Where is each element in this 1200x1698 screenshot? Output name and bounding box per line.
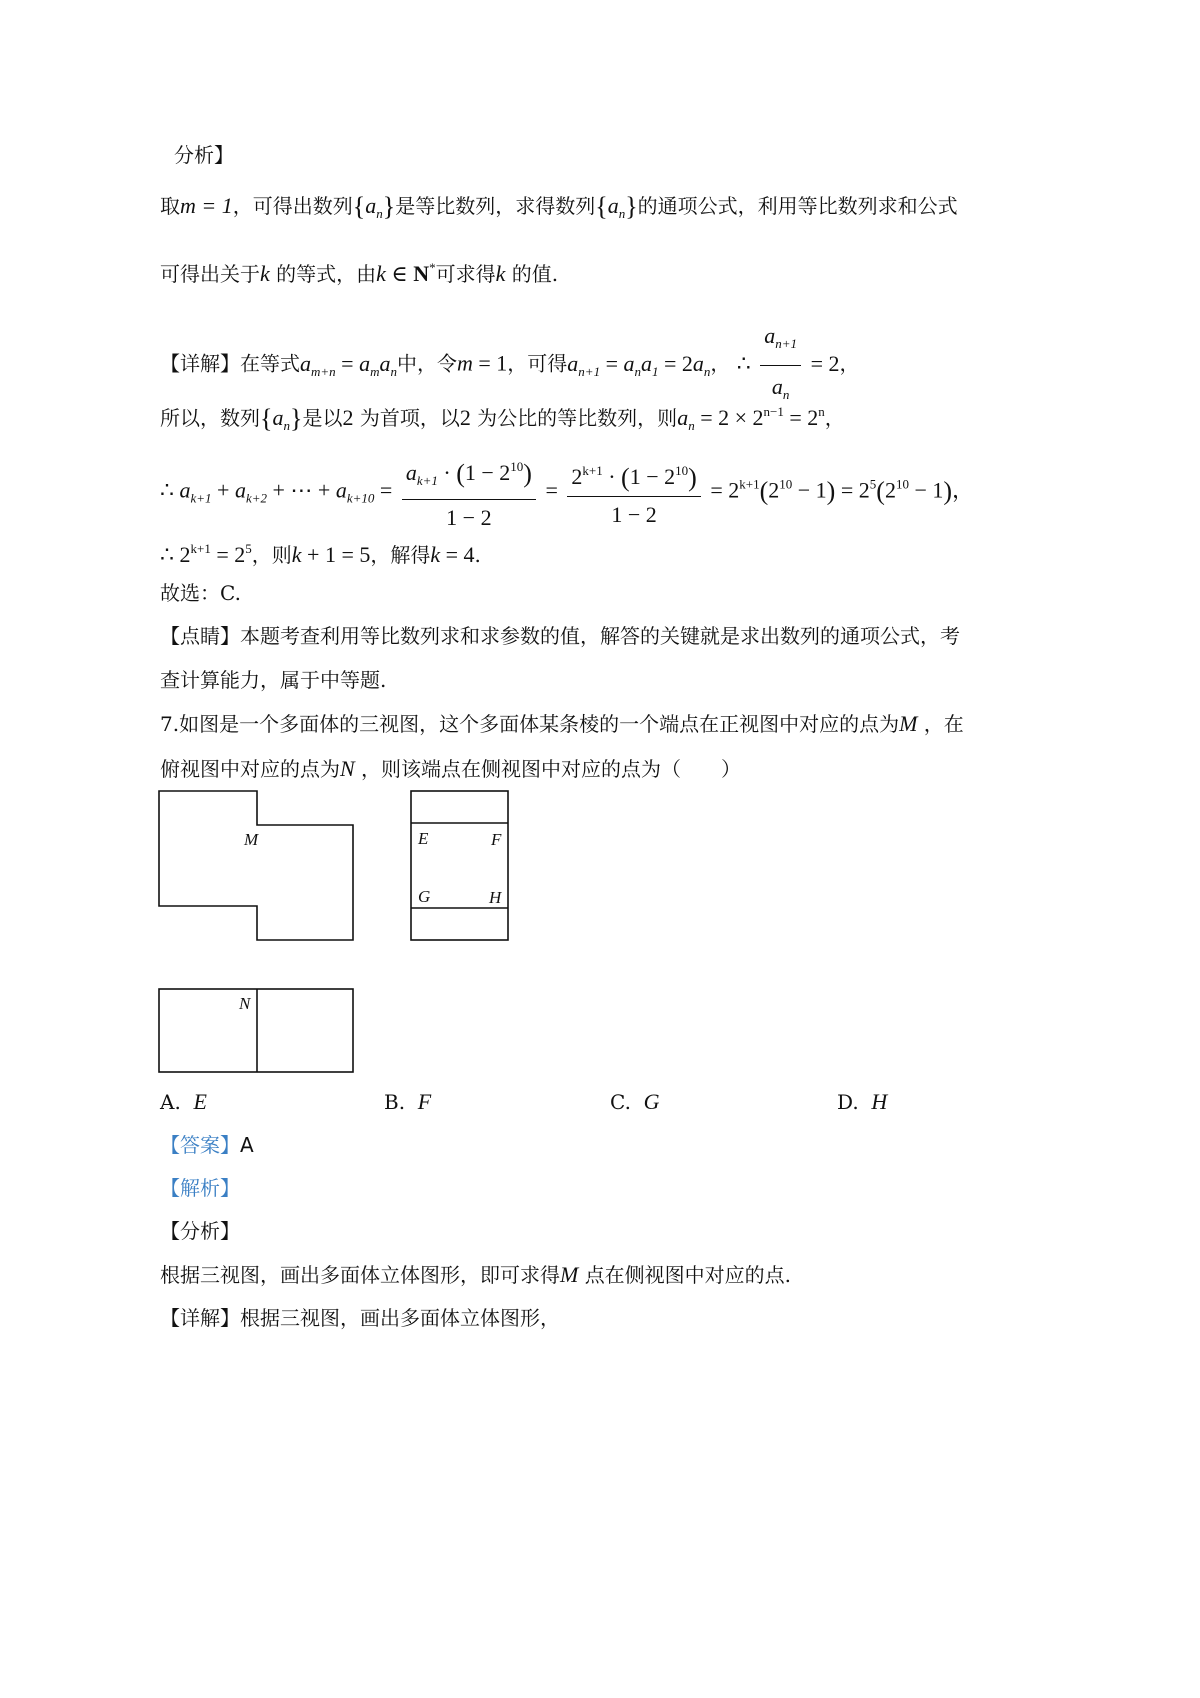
question-7-line-1: 7.如图是一个多面体的三视图，这个多面体某条棱的一个端点在正视图中对应的点为M ，在 — [160, 711, 964, 736]
analysis-line-2: 可得出关于k 的等式，由k ∈ N*可求得k 的值. — [160, 260, 559, 286]
analysis-heading: 分析】 — [174, 143, 234, 167]
comment-line-2: 查计算能力，属于中等题. — [160, 668, 387, 692]
choice-line: 故选：C. — [160, 581, 241, 605]
question-7-line-2: 俯视图中对应的点为N ，则该端点在侧视图中对应的点为（ ） — [160, 756, 742, 781]
option-b: B. F — [384, 1089, 432, 1114]
explain-label: 【解析】 — [160, 1176, 240, 1200]
option-a: A. E — [160, 1089, 207, 1114]
answer-value: A — [240, 1133, 254, 1157]
sum-formula-line: ∴ $a_{k+1} + a_{k+2}$ + ⋯ + $a_{k+10}$ = $\frac{a_{k+1} \cdot (1 - 2^{10})}{1 - 2}$ = $\frac{2^{k+1} \cdot (1 - 2^{10})}{1 - 2}$ = $2^{k+1}(2^{10} - 1) = 2^5(2^{10} - 1)$， — [160, 452, 974, 533]
three-view-figure — [0, 780, 1200, 1120]
side-view — [411, 791, 508, 940]
detail-line: 【详解】在等式$a_{m+n} = a_ma_n$中，令m = 1，可得$a_{n+1} = a_na_1 = 2a_n$， ∴ $\frac{a_{n+1}}{a_n}$ = 2， — [160, 318, 859, 413]
so-line: 所以，数列$\{a_n\}$是以2 为首项，以2 为公比的等比数列，则$a_n = 2 \times 2^{n-1} = 2^n$， — [160, 404, 845, 433]
label-E: E — [418, 829, 429, 848]
option-c: C. G — [610, 1089, 660, 1114]
label-F: F — [491, 830, 502, 849]
top-view — [159, 989, 353, 1072]
formula-m-eq-1: m = 1 — [180, 193, 233, 218]
analysis2-line: 根据三视图，画出多面体立体图形，即可求得M 点在侧视图中对应的点. — [160, 1262, 792, 1287]
label-N: N — [239, 994, 251, 1013]
label-M: M — [244, 830, 259, 849]
conclusion-line: ∴ $2^{k+1} = 2^5$，则k + 1 = 5，解得k = 4. — [160, 541, 481, 567]
comment-line-1: 【点睛】本题考查利用等比数列求和求参数的值，解答的关键就是求出数列的通项公式，考 — [160, 624, 960, 648]
answer-line — [160, 1131, 254, 1159]
ratio-fraction: $\frac{a_{n+1}}{a_n}$ — [760, 318, 801, 413]
label-H: H — [489, 888, 502, 907]
analysis-line-1: 取m = 1，可得出数列$\{a_n\}$是等比数列，求得数列$\{a_n\}$的通项公式，利用等比数列求和公式 — [160, 192, 958, 221]
front-view — [159, 791, 353, 940]
answer-label: 【答案】 — [160, 1133, 240, 1157]
detail2-line: 【详解】根据三视图，画出多面体立体图形， — [160, 1306, 560, 1330]
analysis2-heading: 【分析】 — [160, 1219, 240, 1243]
label-G: G — [418, 887, 431, 906]
option-d: D. H — [837, 1089, 888, 1114]
